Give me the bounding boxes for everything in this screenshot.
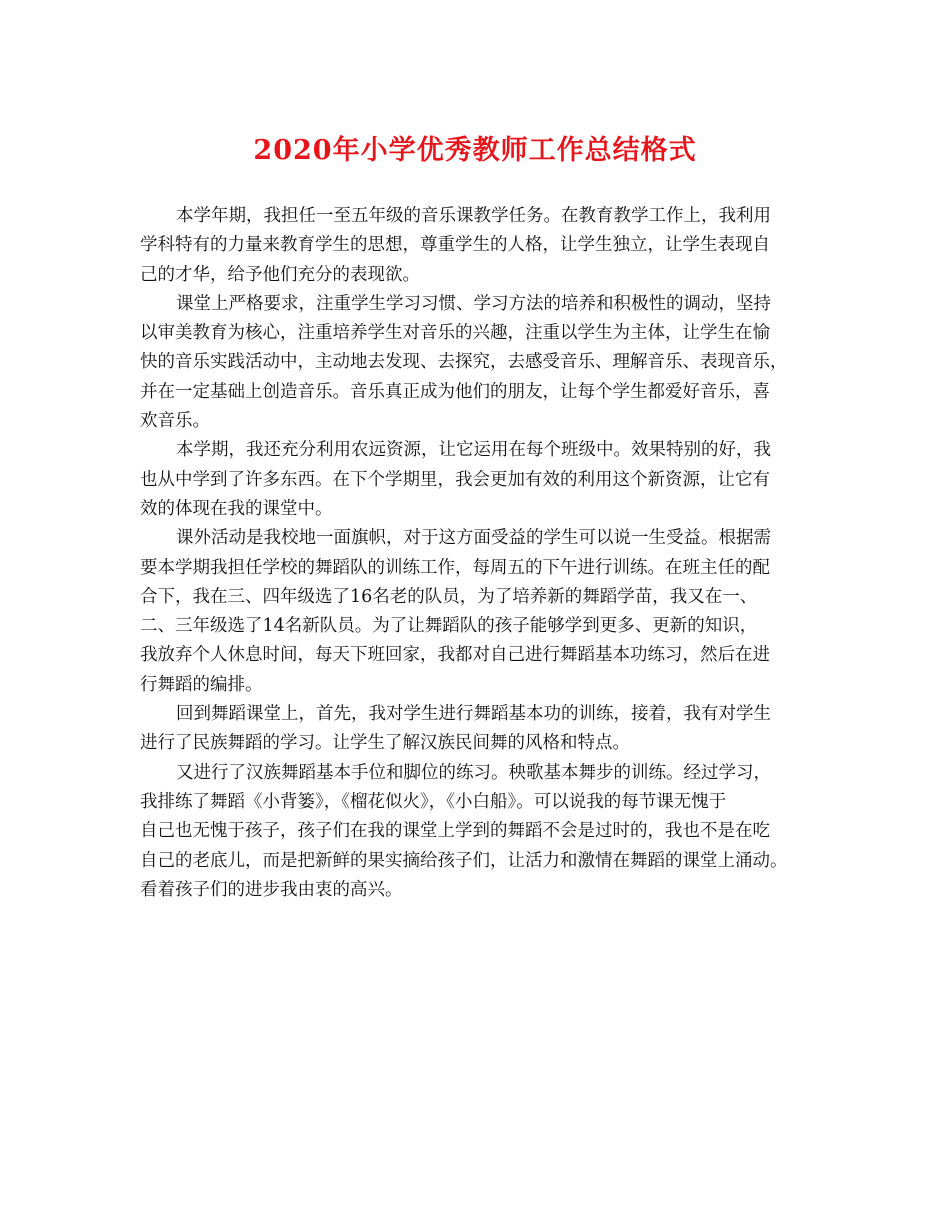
text-line: 以审美教育为核心，注重培养学生对音乐的兴趣，注重以学生为主体，让学生在愉 [140,323,770,344]
text-line: 合下，我在三、四年级选了16名老的队员，为了培养新的舞蹈学苗，我又在一、 [140,586,758,607]
text-line: 效的体现在我的课堂中。 [140,498,333,519]
text-line: 自己也无愧于孩子，孩子们在我的课堂上学到的舞蹈不会是过时的，我也不是在吃 [140,821,770,842]
paragraph-3 [140,436,820,524]
text-line: 自己的老底儿，而是把新鲜的果实摘给孩子们，让活力和激情在舞蹈的课堂上涌动。 [140,850,788,871]
text-line: 进行了民族舞蹈的学习。让学生了解汉族民间舞的风格和特点。 [140,733,630,754]
text-line: 课堂上严格要求，注重学生学习习惯、学习方法的培养和积极性的调动，坚持 [176,293,771,314]
paragraph-5 [140,700,820,759]
text-line: 要本学期我担任学校的舞蹈队的训练工作，每周五的下午进行训练。在班主任的配 [140,557,770,578]
paragraph-1 [140,202,820,290]
text-line: 行舞蹈的编排。 [140,674,263,695]
text-line: 己的才华，给予他们充分的表现欲。 [140,264,420,285]
text-line: 课外活动是我校地一面旗帜，对于这方面受益的学生可以说一生受益。根据需 [176,528,771,549]
text-line: 快的音乐实践活动中，主动地去发现、去探究，去感受音乐、理解音乐、表现音乐， [140,352,788,373]
text-line: 回到舞蹈课堂上，首先，我对学生进行舞蹈基本功的训练，接着，我有对学生 [176,704,771,725]
text-line: 欢音乐。 [140,411,210,432]
paragraph-6 [140,759,820,905]
text-line: 学科特有的力量来教育学生的思想，尊重学生的人格，让学生独立，让学生表现自 [140,235,770,256]
text-line: 看着孩子们的进步我由衷的高兴。 [140,879,403,900]
text-line: 本学年期，我担任一至五年级的音乐课教学任务。在教育教学工作上，我利用 [176,206,771,226]
document-title: 2020年小学优秀教师工作总结格式 [253,135,697,166]
text-line: 我排练了舞蹈《小背篓》，《榴花似火》，《小白船》。可以说我的每节课无愧于 [140,791,727,812]
text-line: 本学期，我还充分利用农远资源，让它运用在每个班级中。效果特别的好，我 [176,440,771,461]
text-line: 也从中学到了许多东西。在下个学期里，我会更加有效的利用这个新资源，让它有 [140,469,770,490]
paragraph-4 [140,524,820,700]
text-line: 又进行了汉族舞蹈基本手位和脚位的练习。秧歌基本舞步的训练。经过学习， [176,762,771,783]
text-line: 并在一定基础上创造音乐。音乐真正成为他们的朋友，让每个学生都爱好音乐，喜 [140,381,770,402]
text-line: 二、三年级选了14名新队员。为了让舞蹈队的孩子能够学到更多、更新的知识， [140,616,758,637]
document-body [140,202,820,905]
text-line: 我放弃个人休息时间，每天下班回家，我都对自己进行舞蹈基本功练习，然后在进 [140,645,770,666]
paragraph-2 [140,290,820,436]
